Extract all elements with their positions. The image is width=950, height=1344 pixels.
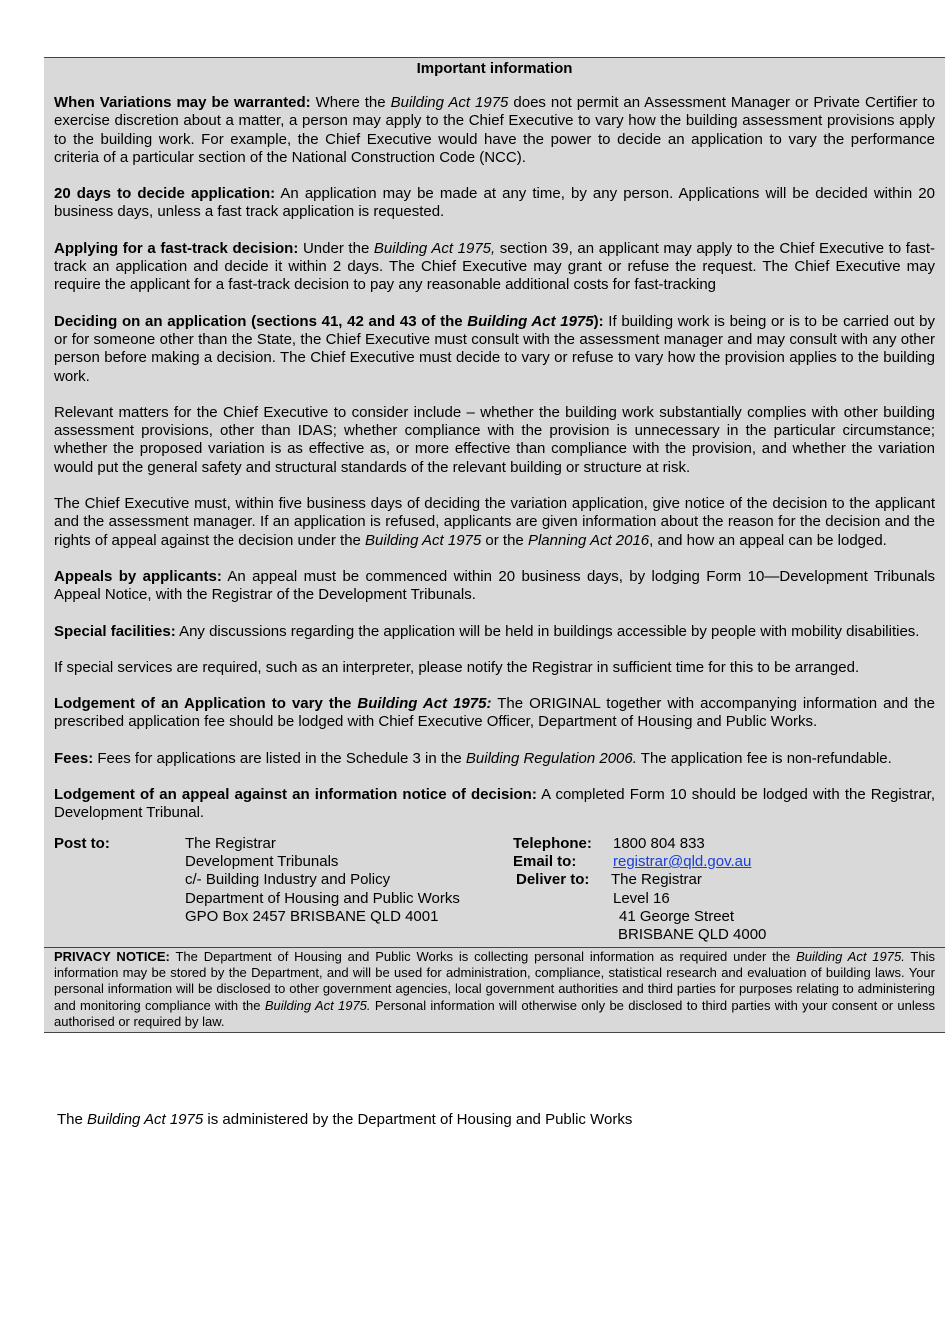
- contact-details: [44, 835, 945, 947]
- para-relevant-matters: Relevant matters for the Chief Executive to consider include – whether the building work substantially complies with other building assessment provisions, other than IDAS; whether compliance with the provision is unnecessary in the particular circumstance; whether the proposed variation is as effective as, or more effective than compliance with the provision, and whether the variation would put the general safety and structural standards of the relevant building or structure at risk.: [54, 403, 935, 476]
- para-label: Appeals by applicants:: [54, 567, 222, 585]
- telephone-label: Telephone:: [513, 834, 592, 852]
- para-fast-track: Applying for a fast-track decision: Under the Building Act 1975, section 39, an applicant may apply to the Chief Executive to fast-track an application and decide it within 2 days. The Chief Executive may grant or refuse the request. The Chief Executive may require the applicant for a fast-track decision to pay any reasonable additional costs for fast-tracking: [54, 239, 935, 294]
- para-lodgement-application: Lodgement of an Application to vary the Building Act 1975: The ORIGINAL together with accompanying information and the prescribed application fee should be lodged with Chief Executive Officer, Department of Housing and Public Works.: [54, 695, 935, 731]
- para-appeals: Appeals by applicants: An appeal must be commenced within 20 business days, by lodging Form 10—Development Tribunals Appeal Notice, with the Registrar of the Development Tribunals.: [54, 567, 936, 604]
- contact-labels: [513, 835, 592, 890]
- para-special-facilities: Special facilities: Any discussions regarding the application will be held in buildings accessible by people with mobility disabilities.: [54, 622, 920, 640]
- deliver-label: Deliver to:: [516, 871, 590, 889]
- telephone-number: 1800 804 833: [613, 834, 705, 852]
- para-20-days: 20 days to decide application: An application may be made at any time, by any person. Applications will be decided within 20 business days, unless a fast track application is requested.: [54, 185, 935, 221]
- para-when-variations: When Variations may be warranted: Where the Building Act 1975 does not permit an Assessment Manager or Private Certifier to exercise discretion about a matter, a person may apply to the Chief Executive to vary how the building assessment provisions apply to the building work. For example, the Chief Executive would have the power to decide an application to vary the performance criteria of a particular section of the National Construction Code (NCC).: [54, 94, 935, 166]
- para-label: Lodgement of an appeal against an information notice of decision:: [54, 786, 537, 804]
- contact-values: [613, 835, 766, 945]
- para-lodgement-appeal: Lodgement of an appeal against an information notice of decision: A completed Form 10 should be lodged with the Registrar, Development Tribunal.: [54, 786, 935, 822]
- section-heading: Important information: [416, 60, 573, 77]
- para-label: When Variations may be warranted:: [54, 94, 311, 111]
- privacy-label: PRIVACY NOTICE:: [54, 948, 170, 964]
- para-notice-of-decision: The Chief Executive must, within five business days of deciding the variation application, give notice of the decision to the applicant and the assessment manager. If an application is refused, applicants are given information about the reason for the decision and the rights of appeal against the decision under the Building Act 1975 or the Planning Act 2016, and how an appeal can be lodged.: [54, 495, 935, 549]
- para-label: Fees:: [54, 749, 94, 767]
- privacy-notice: PRIVACY NOTICE: The Department of Housing and Public Works is collecting personal information as required under the Building Act 1975. This information may be stored by the Department, and will be used for administration, compliance, statistical research and evaluation of building laws. Your personal information will be disclosed to other government agencies, local government authorities and third parties for purposes relating to administering and monitoring compliance with the Building Act 1975. Personal information will otherwise only be disclosed to third parties with your consent or unless authorised or required by law.: [44, 947, 945, 1032]
- postal-address: The Registrar Development Tribunals c/- Building Industry and Policy Department of Housing and Public Works GPO Box 2457 BRISBANE QLD 4001: [185, 834, 460, 925]
- para-label: Lodgement of an Application to vary the Building Act 1975:: [54, 695, 492, 713]
- para-label: Special facilities:: [54, 622, 176, 640]
- deliver-line: Level 16: [613, 889, 670, 907]
- email-label: Email to:: [513, 852, 577, 870]
- para-fees: Fees: Fees for applications are listed in the Schedule 3 in the Building Regulation 2006. The application fee is non-refundable.: [54, 749, 892, 767]
- para-label: Applying for a fast-track decision:: [54, 239, 299, 257]
- important-information-box: [44, 57, 945, 1033]
- deliver-line: BRISBANE QLD 4000: [618, 926, 767, 944]
- email-link[interactable]: registrar@qld.gov.au: [613, 852, 752, 870]
- para-deciding: Deciding on an application (sections 41, 42 and 43 of the Building Act 1975): If building work is being or is to be carried out by or for someone other than the State, the Chief Executive must consult with the assessment manager and may consult with any other person before making a decision. The Chief Executive must decide to vary or refuse to vary how the provision applies to the building work.: [54, 312, 935, 385]
- para-special-services: If special services are required, such as an interpreter, please notify the Registrar in sufficient time for this to be arranged.: [54, 658, 860, 676]
- deliver-line: 41 George Street: [619, 907, 735, 925]
- deliver-line: The Registrar: [611, 871, 702, 889]
- para-label: Deciding on an application (sections 41, 42 and 43 of the Building Act 1975):: [54, 312, 604, 330]
- footer-note: The Building Act 1975 is administered by the Department of Housing and Public Works: [57, 1111, 633, 1128]
- para-label: 20 days to decide application:: [54, 185, 276, 203]
- post-to-label: Post to:: [54, 834, 110, 852]
